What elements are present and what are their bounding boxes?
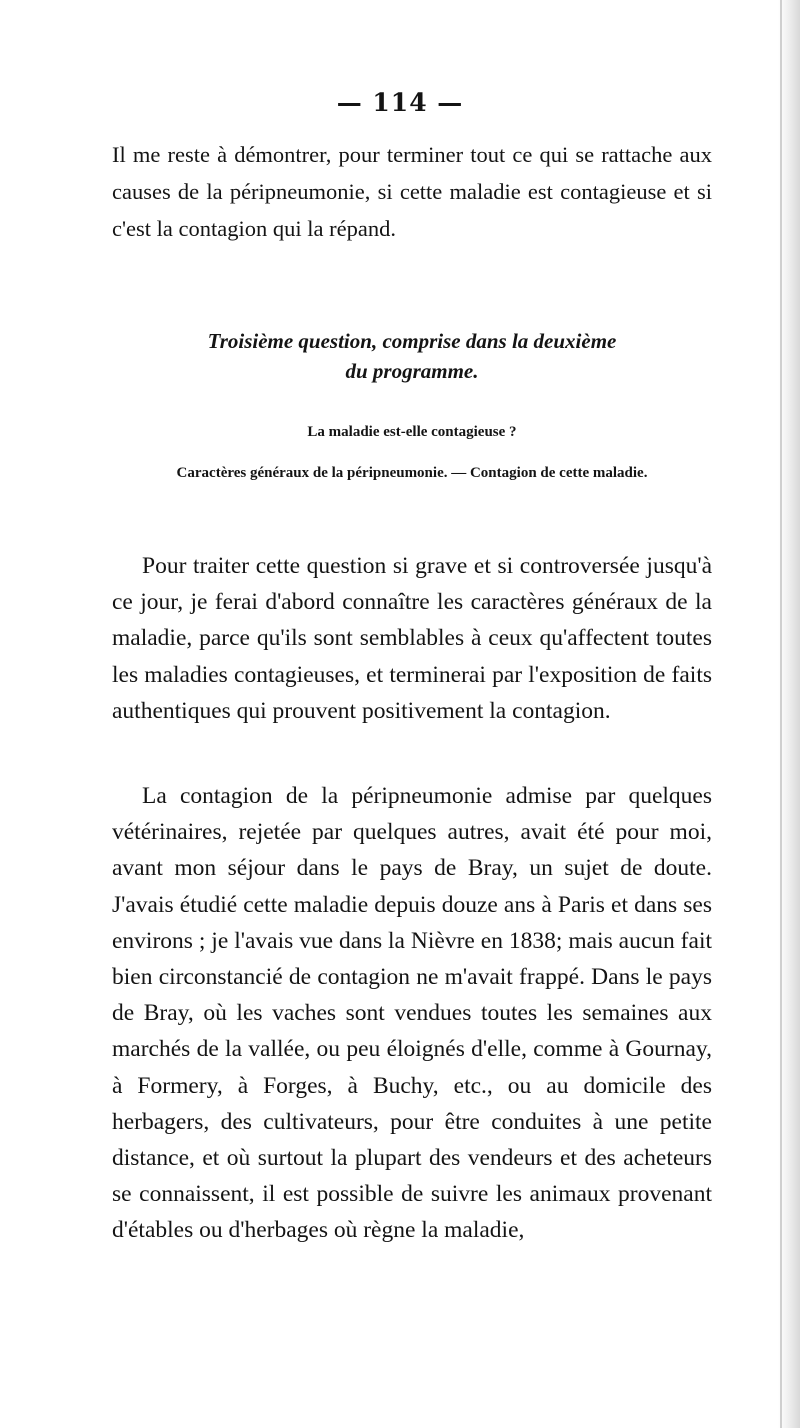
body-paragraph: Pour traiter cette question si grave et si controversée jusqu'à ce jour, je ferai d'abord connaître les caractères généraux de la maladie, parce qu'ils sont semblables à ceux qu'affectent toutes les maladies contagieuses, et terminerai par l'exposition de faits authentiques qui prouvent positivement la contagion. bbox=[112, 553, 712, 724]
body-paragraph: La contagion de la péripneumonie admise par quelques vétérinaires, rejetée par quelques autres, avait été pour moi, avant mon séjour dans le pays de Bray, un sujet de doute. J'avais étudié cette maladie depuis douze ans à Paris et dans ses environs ; je l'avais vue dans la Nièvre en 1838; mais aucun fait bien circonstancié de contagion ne m'avait frappé. Dans le pays de Bray, où les vaches sont vendues toutes les semaines aux marchés de la vallée, ou peu éloignés d'elle, comme à Gournay, à Formery, à Forges, à Buchy, etc., ou au domicile des herbagers, des cultivateurs, pour être conduites à une petite distance, et où surtout la plupart des vendeurs et des acheteurs se connaissent, il est possible de suivre les animaux provenant d'étables ou d'herbages où règne la maladie, bbox=[112, 783, 712, 1244]
section-title-line-2: du programme. bbox=[345, 359, 479, 383]
page-edge-line bbox=[780, 0, 782, 1428]
intro-paragraph: Il me reste à démontrer, pour terminer tout ce qui se rattache aux causes de la péripneumonie, si cette maladie est contagieuse et si c'est la contagion qui la répand. bbox=[112, 142, 712, 241]
section-title bbox=[112, 326, 712, 386]
question-heading: La maladie est-elle contagieuse ? bbox=[307, 424, 517, 440]
chapter-subtitle: Caractères généraux de la péripneumonie. — Contagion de cette maladie. bbox=[176, 465, 648, 481]
section-title-line-1: Troisième question, comprise dans la deuxième bbox=[207, 329, 617, 353]
page-number: — 114 — bbox=[336, 88, 464, 117]
